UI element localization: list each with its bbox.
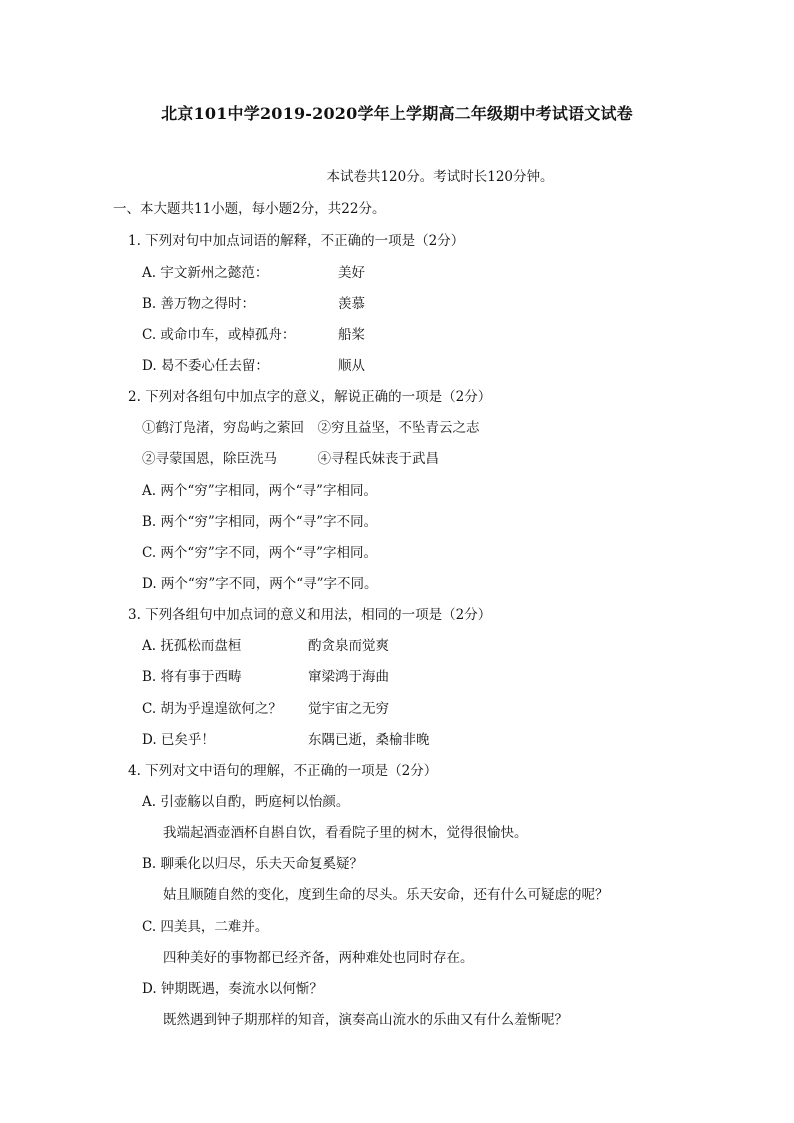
q1-option-b-label: B. 善万物之得时：	[142, 296, 256, 312]
q1-option-d-label: D. 曷不委心任去留：	[142, 358, 269, 374]
section-heading: 一、本大题共11小题，每小题2分，共22分。	[113, 201, 386, 217]
q4-option-a: A. 引壶觞以自酌，眄庭柯以怡颜。	[142, 794, 350, 810]
q1-option-d	[142, 354, 365, 374]
q3-option-a	[142, 634, 389, 654]
question-3-stem: 3. 下列各组句中加点词的意义和用法，相同的一项是（2分）	[128, 607, 492, 623]
q2-option-a: A. 两个“穷”字相同，两个“寻”字相同。	[142, 483, 377, 499]
q2-option-b: B. 两个“穷”字相同，两个“寻”字不同。	[142, 514, 378, 530]
q2-option-d: D. 两个“穷”字不同，两个“寻”字不同。	[142, 576, 378, 592]
q3-option-a-label: A. 抚孤松而盘桓	[142, 638, 242, 654]
exam-info: 本试卷共120分。考试时长120分钟。	[326, 169, 554, 185]
q2-sentences-line-1: ①鹤汀凫渚，穷岛屿之萦回 ②穷且益坚，不坠青云之志	[142, 420, 480, 436]
q2-option-c: C. 两个“穷”字不同，两个“寻”字相同。	[142, 545, 378, 561]
q3-option-d-label: D. 已矣乎！	[142, 732, 215, 748]
q1-option-b	[142, 292, 365, 312]
q3-option-b-value: 窜梁鸿于海曲	[308, 669, 389, 685]
q1-option-a-value: 美好	[338, 265, 365, 281]
q1-option-d-value: 顺从	[338, 358, 365, 374]
q4-option-b-translation: 姑且顺随自然的变化，度到生命的尽头。乐天安命，还有什么可疑虑的呢？	[163, 887, 609, 903]
q4-option-d-translation: 既然遇到钟子期那样的知音，演奏高山流水的乐曲又有什么羞惭呢？	[163, 1012, 568, 1028]
question-4-stem: 4. 下列对文中语句的理解，不正确的一项是（2分）	[128, 763, 438, 779]
q1-option-a-label: A. 宇文新州之懿范：	[142, 265, 269, 281]
q4-option-c: C. 四美具，二难并。	[142, 919, 269, 935]
q3-option-c	[142, 697, 389, 717]
q3-option-d-value: 东隅已逝，桑榆非晚	[308, 732, 430, 748]
question-1-stem: 1. 下列对句中加点词语的解释，不正确的一项是（2分）	[128, 233, 465, 249]
q1-option-c-value: 船桨	[338, 327, 365, 343]
q3-option-b	[142, 665, 389, 685]
q3-option-c-value: 觉宇宙之无穷	[308, 701, 389, 717]
q3-option-c-label: C. 胡为乎遑遑欲何之？	[142, 701, 282, 717]
q1-option-c	[142, 323, 365, 343]
q2-sentences-line-2: ②寻蒙国恩，除臣洗马 ④寻程氏妹丧于武昌	[142, 451, 439, 467]
question-2-stem: 2. 下列对各组句中加点字的意义，解说正确的一项是（2分）	[128, 389, 492, 405]
q1-option-c-label: C. 或命巾车，或棹孤舟：	[142, 327, 296, 343]
q4-option-d: D. 钟期既遇，奏流水以何惭？	[142, 981, 323, 997]
exam-title: 北京101中学2019-2020学年上学期高二年级期中考试语文试卷	[161, 104, 633, 123]
q4-option-b: B. 聊乘化以归尽，乐夫天命复奚疑？	[142, 856, 364, 872]
q4-option-a-translation: 我端起酒壶酒杯自斟自饮，看看院子里的树木，觉得很愉快。	[163, 825, 528, 841]
q1-option-a	[142, 261, 365, 281]
q4-option-c-translation: 四种美好的事物都已经齐备，两种难处也同时存在。	[163, 950, 474, 966]
q3-option-b-label: B. 将有事于西畴	[142, 669, 242, 685]
q3-option-a-value: 酌贪泉而觉爽	[308, 638, 389, 654]
q3-option-d	[142, 728, 430, 748]
q1-option-b-value: 羡慕	[338, 296, 365, 312]
